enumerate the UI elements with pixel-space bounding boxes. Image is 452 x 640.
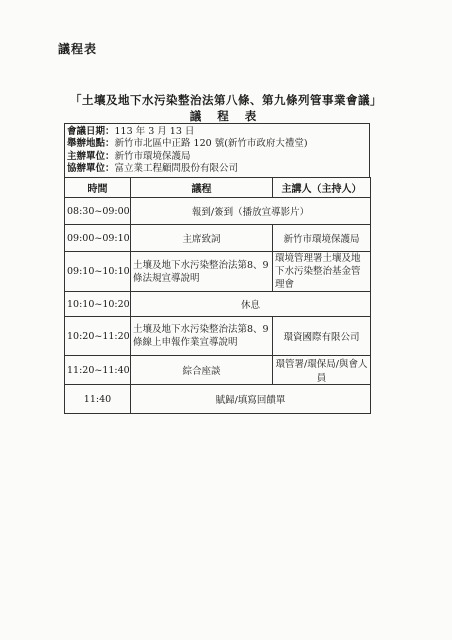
meeting-date-row xyxy=(67,126,367,138)
row-agenda: 綜合座談 xyxy=(131,356,273,385)
venue-value: 新竹市北區中正路 120 號(新竹市政府大禮堂) xyxy=(114,138,308,150)
venue-label: 舉辦地點： xyxy=(67,138,115,150)
row-merged-item: 休息 xyxy=(131,292,371,317)
row-host: 環資國際有限公司 xyxy=(273,317,371,356)
header-time: 時間 xyxy=(65,178,131,198)
table-row xyxy=(65,356,371,385)
agenda-subtitle: 議 程 表 xyxy=(189,109,263,123)
table-row xyxy=(65,292,371,317)
agenda-table xyxy=(64,177,371,414)
row-host: 環管署/環保局/與會人員 xyxy=(273,356,371,385)
row-host: 環境管理署土壤及地下水污染整治基金管理會 xyxy=(273,252,371,292)
table-row xyxy=(65,317,371,356)
coorganizer-value: 富立業工程顧問股份有限公司 xyxy=(114,163,239,175)
header-host: 主講人（主持人） xyxy=(273,178,371,198)
coorganizer-label: 協辦單位： xyxy=(67,163,115,175)
row-time: 09:10~10:10 xyxy=(65,252,131,292)
row-agenda: 土壤及地下水污染整治法第8、9條線上申報作業宣導說明 xyxy=(131,317,273,356)
meeting-date-value: 113 年 3 月 13 日 xyxy=(114,126,195,137)
table-header-row xyxy=(65,178,371,198)
table-row xyxy=(65,385,371,414)
row-time: 10:10~10:20 xyxy=(65,292,131,317)
row-time: 11:40 xyxy=(65,385,131,414)
table-row xyxy=(65,252,371,292)
organizer-row xyxy=(67,151,367,163)
organizer-value: 新竹市環境保護局 xyxy=(114,150,191,162)
row-time: 08:30~09:00 xyxy=(65,198,131,225)
row-time: 11:20~11:40 xyxy=(65,356,131,385)
row-merged-item: 報到/簽到（播放宣導影片） xyxy=(131,198,371,225)
row-agenda: 主席致詞 xyxy=(131,225,273,252)
organizer-label: 主辦單位： xyxy=(67,150,115,162)
coorganizer-row xyxy=(67,163,367,175)
meeting-date-label: 會議日期： xyxy=(67,126,115,137)
row-host: 新竹市環境保護局 xyxy=(273,225,371,252)
header-agenda: 議程 xyxy=(131,178,273,198)
row-agenda: 土壤及地下水污染整治法第8、9條法規宣導說明 xyxy=(131,252,273,292)
meeting-info-box xyxy=(64,123,370,177)
table-row xyxy=(65,225,371,252)
table-row xyxy=(65,198,371,225)
venue-row xyxy=(67,138,367,150)
document-header-label: 議程表 xyxy=(58,42,98,56)
row-merged-item: 賦歸/填寫回饋單 xyxy=(131,385,371,414)
meeting-title: 「土壤及地下水污染整治法第八條、第九條列管事業會議」 xyxy=(70,93,382,107)
row-time: 09:00~09:10 xyxy=(65,225,131,252)
row-time: 10:20~11:20 xyxy=(65,317,131,356)
